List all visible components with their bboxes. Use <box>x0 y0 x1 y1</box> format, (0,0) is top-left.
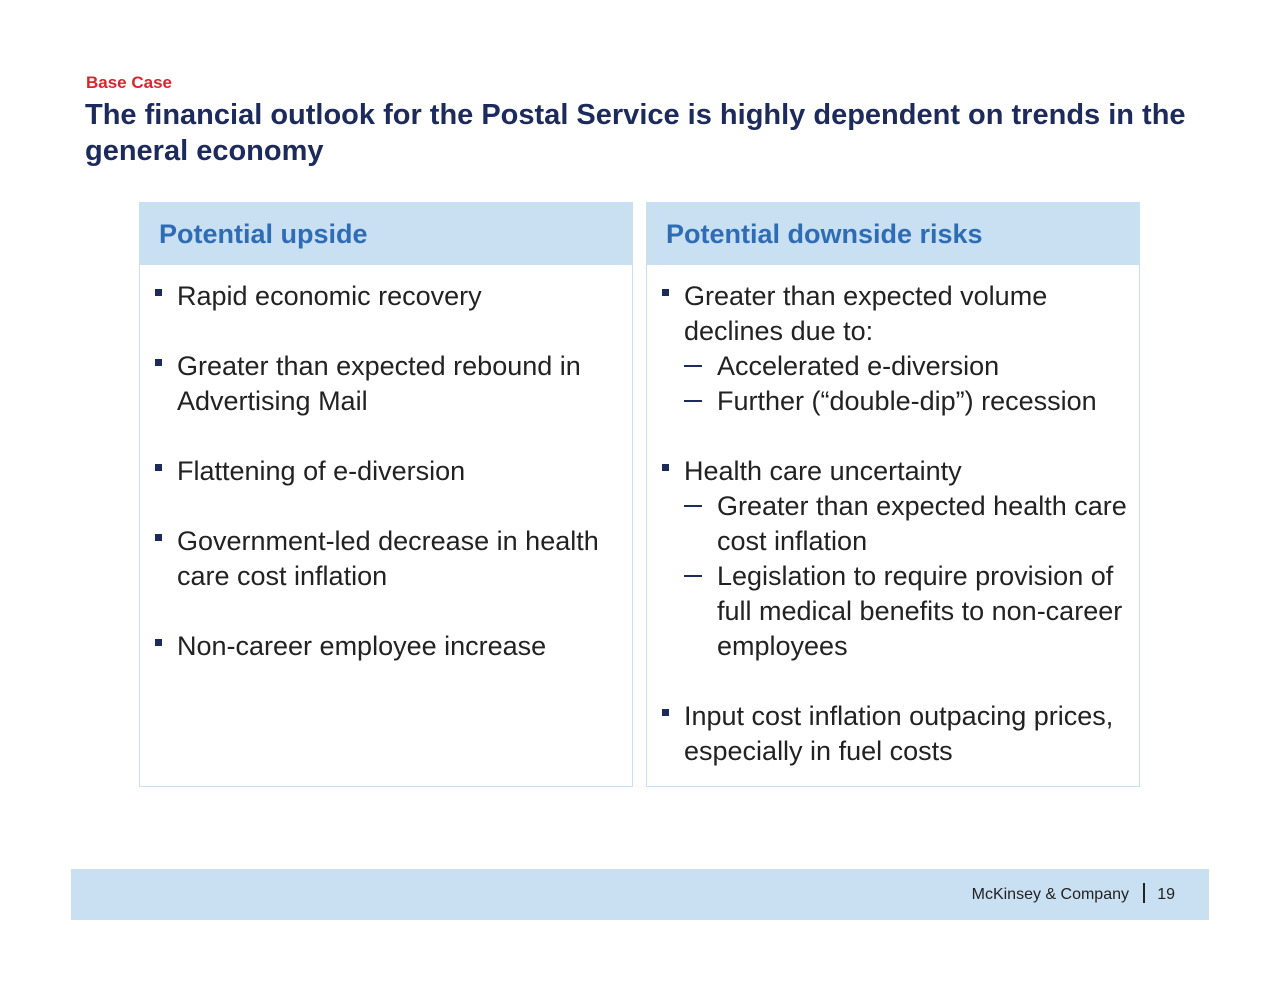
upside-panel <box>139 202 633 787</box>
downside-sublist <box>684 349 1139 419</box>
upside-item <box>140 279 632 314</box>
upside-item <box>140 349 632 419</box>
section-tag: Base Case <box>86 73 173 92</box>
dash-icon <box>684 505 702 507</box>
upside-item <box>140 524 632 594</box>
downside-subitem <box>684 489 1139 559</box>
bullet-square-icon <box>155 464 162 471</box>
bullet-square-icon <box>662 464 669 471</box>
upside-item-text: Flattening of e-diversion <box>177 456 466 486</box>
downside-item <box>647 279 1139 419</box>
downside-subitem <box>684 559 1139 664</box>
downside-subitem-text: Accelerated e-diversion <box>717 351 1000 381</box>
downside-item <box>647 454 1139 664</box>
dash-icon <box>684 365 702 367</box>
downside-list <box>647 279 1139 804</box>
downside-subitem-text: Legislation to require provision of full medical benefits to non-career employees <box>717 561 1123 661</box>
downside-subitem-text: Greater than expected health care cost inflation <box>717 491 1127 556</box>
downside-item <box>647 699 1139 769</box>
downside-subitem <box>684 384 1139 419</box>
bullet-square-icon <box>155 289 162 296</box>
downside-item-text: Greater than expected volume declines due to: <box>684 281 1048 346</box>
downside-subitem <box>684 349 1139 384</box>
page-number: 19 <box>1157 886 1175 903</box>
company-name: McKinsey & Company <box>971 886 1129 903</box>
dash-icon <box>684 400 702 402</box>
dash-icon <box>684 575 702 577</box>
downside-panel <box>646 202 1140 787</box>
upside-item-text: Non-career employee increase <box>177 631 547 661</box>
bullet-square-icon <box>155 534 162 541</box>
downside-item-text: Input cost inflation outpacing prices, especially in fuel costs <box>684 701 1114 766</box>
downside-heading: Potential downside risks <box>647 203 1139 265</box>
bullet-square-icon <box>155 639 162 646</box>
bullet-square-icon <box>662 289 669 296</box>
upside-item-text: Government-led decrease in health care cost inflation <box>177 526 599 591</box>
bullet-square-icon <box>155 359 162 366</box>
downside-sublist <box>684 489 1139 664</box>
upside-item <box>140 454 632 489</box>
upside-list <box>140 279 632 699</box>
slide-title: The financial outlook for the Postal Service is highly dependent on trends in the general economy <box>85 99 1186 167</box>
bullet-square-icon <box>662 709 669 716</box>
upside-item-text: Greater than expected rebound in Advertising Mail <box>177 351 581 416</box>
downside-item-text: Health care uncertainty <box>684 456 962 486</box>
footer-separator <box>1143 883 1145 903</box>
upside-heading: Potential upside <box>140 203 632 265</box>
upside-item <box>140 629 632 664</box>
downside-subitem-text: Further (“double-dip”) recession <box>717 386 1097 416</box>
upside-item-text: Rapid economic recovery <box>177 281 482 311</box>
footer-bar <box>71 869 1209 920</box>
